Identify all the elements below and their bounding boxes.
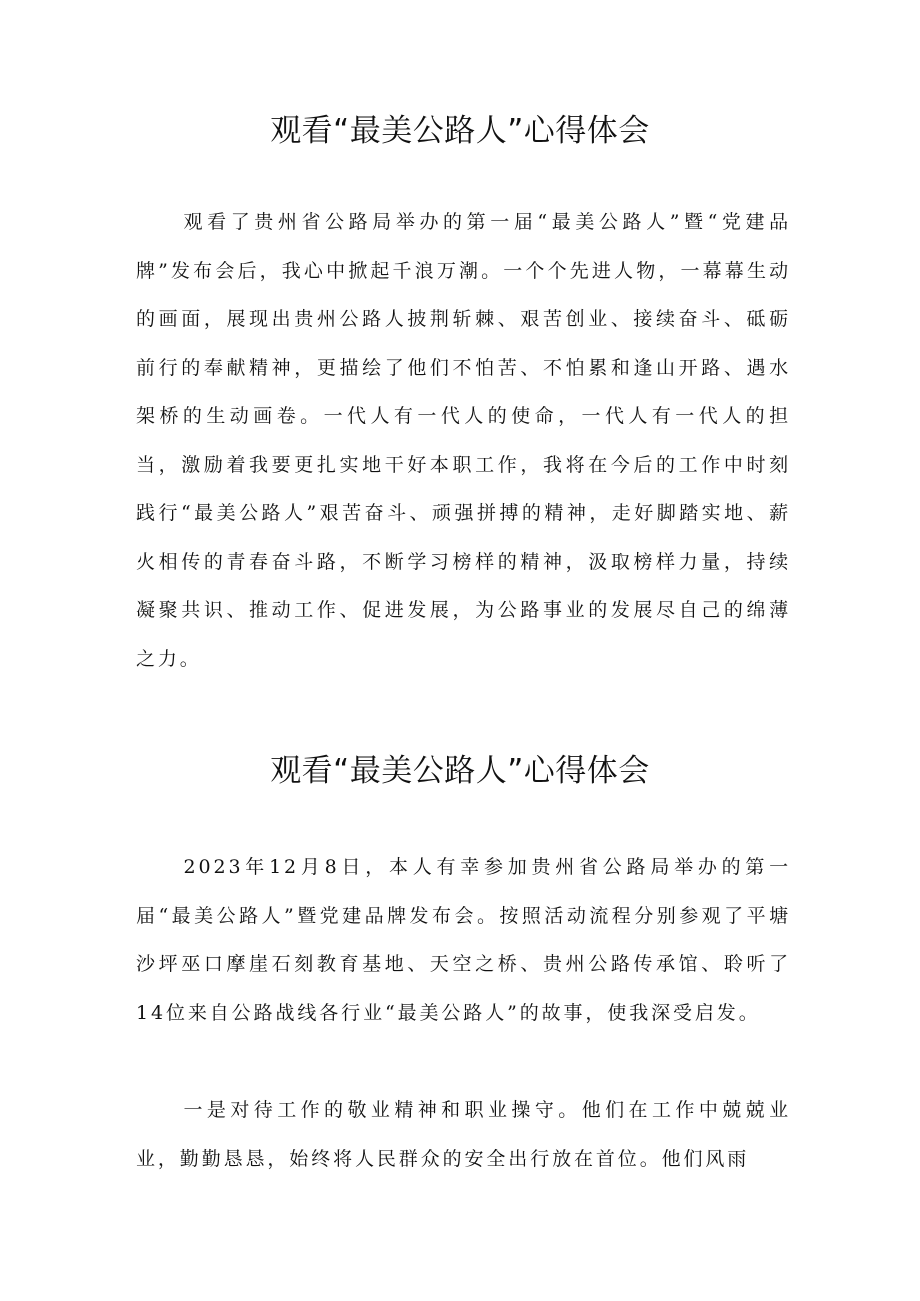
article-title: 观看“最美公路人”心得体会 <box>270 113 650 149</box>
body-paragraph: 观看了贵州省公路局举办的第一届“最美公路人”暨“党建品牌”发布会后，我心中掀起千浪万潮。一个个先进人物，一幕幕生动的画面，展现出贵州公路人披荆斩棘、艰苦创业、接续奋斗、砥砺前行的奉献精神，更描绘了他们不怕苦、不怕累和逢山开路、遇水架桥的生动画卷。一代人有一代人的使命，一代人有一代人的担当，激励着我要更扎实地干好本职工作，我将在今后的工作中时刻践行“最美公路人”艰苦奋斗、顽强拼搏的精神，走好脚踏实地、薪火相传的青春奋斗路，不断学习榜样的精神，汲取榜样力量，持续凝聚共识、推动工作、促进发展，为公路事业的发展尽自己的绵薄之力。 <box>136 211 791 670</box>
body-paragraph: 一是对待工作的敬业精神和职业操守。他们在工作中兢兢业业，勤勤恳恳，始终将人民群众的安全出行放在首位。他们风雨 <box>136 1099 791 1170</box>
body-paragraph: 2023年12月8日，本人有幸参加贵州省公路局举办的第一届“最美公路人”暨党建品牌发布会。按照活动流程分别参观了平塘沙坪巫口摩崖石刻教育基地、天空之桥、贵州公路传承馆、聆听了14位来自公路战线各行业“最美公路人”的故事，使我深受启发。 <box>136 856 791 1024</box>
article-title: 观看“最美公路人”心得体会 <box>270 753 650 789</box>
